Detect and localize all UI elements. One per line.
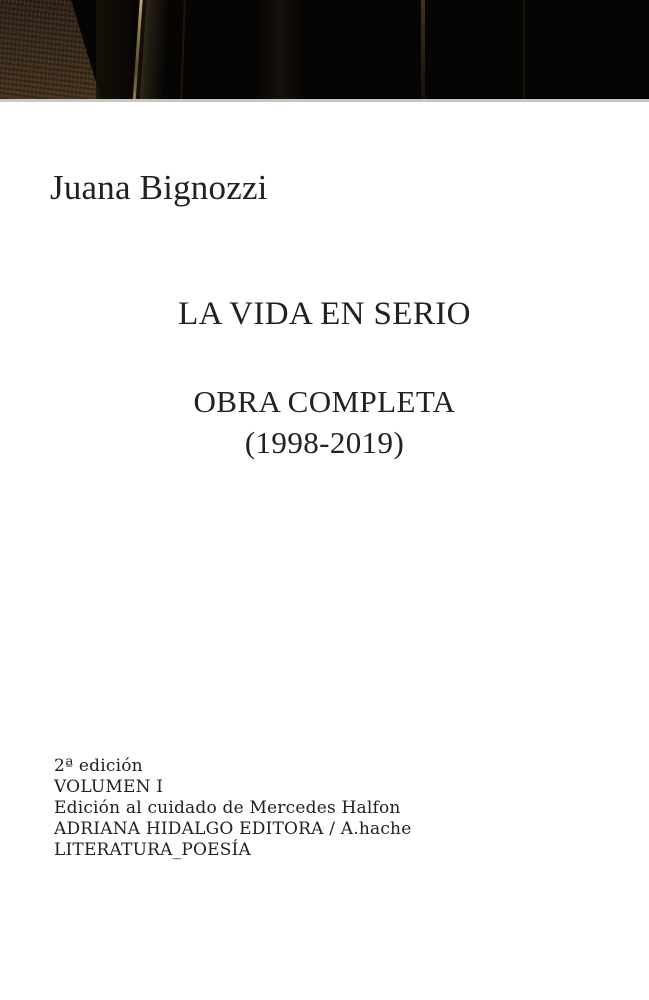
subtitle-years: (1998-2019) bbox=[244, 425, 405, 460]
colophon-collection-line: LITERATURA_POESÍA bbox=[54, 840, 251, 860]
photo-soft-glow bbox=[258, 0, 304, 99]
photo-faint-vertical-line bbox=[523, 0, 525, 99]
author-name: Juana Bignozzi bbox=[50, 168, 268, 207]
photo-faint-vertical-line bbox=[421, 0, 425, 99]
colophon-editor-line: Edición al cuidado de Mercedes Halfon bbox=[54, 798, 401, 818]
subtitle-obra-completa: OBRA COMPLETA bbox=[193, 384, 456, 419]
photo-bottom-edge bbox=[0, 99, 649, 102]
header-photo bbox=[0, 0, 649, 99]
photo-reflection-band bbox=[139, 0, 171, 99]
colophon bbox=[54, 756, 411, 861]
colophon-publisher-line: ADRIANA HIDALGO EDITORA / A.hache bbox=[54, 819, 412, 839]
colophon-edition-line: 2ª edición bbox=[54, 756, 143, 776]
colophon-volume-line: VOLUMEN I bbox=[54, 777, 164, 797]
book-subtitle bbox=[0, 381, 649, 463]
book-title: LA VIDA EN SERIO bbox=[178, 296, 471, 332]
photo-faint-vertical-line bbox=[180, 0, 185, 99]
